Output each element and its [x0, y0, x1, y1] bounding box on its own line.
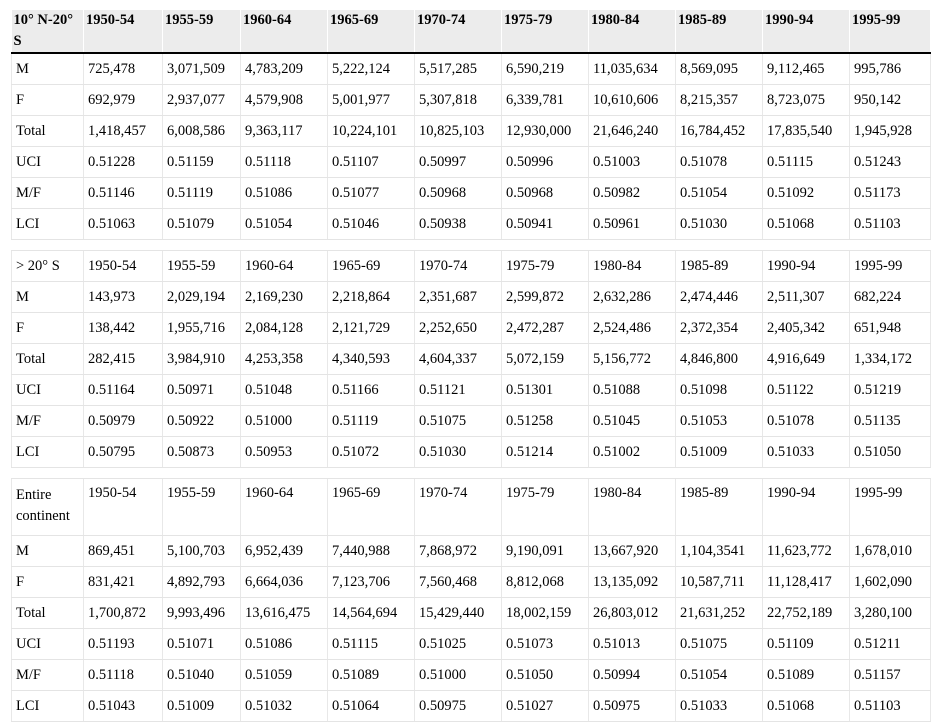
- row-label: M: [12, 282, 84, 313]
- table-cell: 0.51068: [763, 691, 850, 722]
- table-cell: 5,072,159: [502, 344, 589, 375]
- table-cell: 0.51193: [84, 629, 163, 660]
- table-cell: 0.51092: [763, 178, 850, 209]
- table-cell: 10,825,103: [415, 116, 502, 147]
- table-row: [12, 598, 931, 629]
- table-row: [12, 567, 931, 598]
- table-body: [12, 53, 931, 722]
- table-row: [12, 660, 931, 691]
- table-row: [12, 282, 931, 313]
- table-cell: 0.51064: [328, 691, 415, 722]
- table-cell: 0.51118: [241, 147, 328, 178]
- table-cell: 26,803,012: [589, 598, 676, 629]
- table-cell: 4,846,800: [676, 344, 763, 375]
- row-label: M/F: [12, 406, 84, 437]
- table-cell: 2,029,194: [163, 282, 241, 313]
- table-cell: 7,560,468: [415, 567, 502, 598]
- table-cell: 2,351,687: [415, 282, 502, 313]
- table-cell: 0.51115: [763, 147, 850, 178]
- table-cell: 9,993,496: [163, 598, 241, 629]
- table-cell: 0.51086: [241, 178, 328, 209]
- section-spacer: [12, 468, 931, 479]
- table-cell: 13,135,092: [589, 567, 676, 598]
- table-cell: 5,517,285: [415, 53, 502, 85]
- row-label: UCI: [12, 147, 84, 178]
- table-row: [12, 691, 931, 722]
- table-cell: 2,405,342: [763, 313, 850, 344]
- table-cell: 4,916,649: [763, 344, 850, 375]
- table-cell: 0.51164: [84, 375, 163, 406]
- spacer-cell: [12, 468, 931, 479]
- table-cell: 0.51059: [241, 660, 328, 691]
- section-header-row: [12, 479, 931, 536]
- table-cell: 0.51079: [163, 209, 241, 240]
- section-period: 1955-59: [163, 479, 241, 536]
- header-period: 1985-89: [676, 10, 763, 53]
- header-period: 1965-69: [328, 10, 415, 53]
- table-cell: 4,783,209: [241, 53, 328, 85]
- table-row: [12, 437, 931, 468]
- section-period: 1955-59: [163, 251, 241, 282]
- table-cell: 0.51098: [676, 375, 763, 406]
- table-cell: 13,667,920: [589, 536, 676, 567]
- table-cell: 0.51075: [415, 406, 502, 437]
- table-cell: 10,587,711: [676, 567, 763, 598]
- table-cell: 282,415: [84, 344, 163, 375]
- table-cell: 1,700,872: [84, 598, 163, 629]
- table-cell: 18,002,159: [502, 598, 589, 629]
- table-row: [12, 85, 931, 116]
- table-cell: 0.50968: [502, 178, 589, 209]
- table-cell: 0.51003: [589, 147, 676, 178]
- table-cell: 2,472,287: [502, 313, 589, 344]
- table-cell: 17,835,540: [763, 116, 850, 147]
- table-cell: 10,610,606: [589, 85, 676, 116]
- table-cell: 0.51025: [415, 629, 502, 660]
- table-cell: 0.51135: [850, 406, 931, 437]
- section-period: 1980-84: [589, 251, 676, 282]
- table-cell: 21,646,240: [589, 116, 676, 147]
- sex-ratio-table: [11, 10, 931, 722]
- table-cell: 9,363,117: [241, 116, 328, 147]
- section-period: 1970-74: [415, 251, 502, 282]
- table-cell: 2,524,486: [589, 313, 676, 344]
- section-period: 1990-94: [763, 251, 850, 282]
- table-cell: 0.51075: [676, 629, 763, 660]
- row-label: Total: [12, 344, 84, 375]
- table-cell: 0.51050: [502, 660, 589, 691]
- table-cell: 7,123,706: [328, 567, 415, 598]
- table-cell: 0.51086: [241, 629, 328, 660]
- header-period: 1975-79: [502, 10, 589, 53]
- table-container: [11, 10, 930, 722]
- section-period: 1970-74: [415, 479, 502, 536]
- table-cell: 138,442: [84, 313, 163, 344]
- table-cell: 2,474,446: [676, 282, 763, 313]
- table-cell: 0.51054: [676, 660, 763, 691]
- table-cell: 0.50795: [84, 437, 163, 468]
- table-cell: 7,868,972: [415, 536, 502, 567]
- row-label: UCI: [12, 629, 84, 660]
- table-cell: 0.51030: [415, 437, 502, 468]
- header-period: 1990-94: [763, 10, 850, 53]
- table-cell: 2,252,650: [415, 313, 502, 344]
- table-cell: 11,623,772: [763, 536, 850, 567]
- spacer-cell: [12, 240, 931, 251]
- table-cell: 10,224,101: [328, 116, 415, 147]
- table-cell: 4,892,793: [163, 567, 241, 598]
- row-label: M: [12, 536, 84, 567]
- section-period: 1960-64: [241, 479, 328, 536]
- table-cell: 0.51033: [676, 691, 763, 722]
- table-cell: 2,218,864: [328, 282, 415, 313]
- table-cell: 0.51159: [163, 147, 241, 178]
- header-region: 10° N-20° S: [12, 10, 84, 53]
- table-cell: 0.51214: [502, 437, 589, 468]
- table-cell: 0.51032: [241, 691, 328, 722]
- header-period: 1980-84: [589, 10, 676, 53]
- table-cell: 725,478: [84, 53, 163, 85]
- section-label: Entire continent: [12, 479, 84, 536]
- table-cell: 0.50975: [589, 691, 676, 722]
- table-cell: 3,984,910: [163, 344, 241, 375]
- table-cell: 0.51033: [763, 437, 850, 468]
- table-cell: 0.51030: [676, 209, 763, 240]
- table-cell: 0.51166: [328, 375, 415, 406]
- table-cell: 0.50979: [84, 406, 163, 437]
- table-cell: 0.50982: [589, 178, 676, 209]
- table-row: [12, 406, 931, 437]
- header-period: 1970-74: [415, 10, 502, 53]
- table-cell: 0.51078: [763, 406, 850, 437]
- section-period: 1965-69: [328, 479, 415, 536]
- table-cell: 0.51122: [763, 375, 850, 406]
- header-period: 1950-54: [84, 10, 163, 53]
- table-cell: 8,723,075: [763, 85, 850, 116]
- table-cell: 682,224: [850, 282, 931, 313]
- section-period: 1965-69: [328, 251, 415, 282]
- table-cell: 0.51115: [328, 629, 415, 660]
- section-period: 1985-89: [676, 251, 763, 282]
- table-cell: 2,121,729: [328, 313, 415, 344]
- section-period: 1995-99: [850, 479, 931, 536]
- table-row: [12, 116, 931, 147]
- table-cell: 692,979: [84, 85, 163, 116]
- table-row: [12, 313, 931, 344]
- table-cell: 16,784,452: [676, 116, 763, 147]
- table-cell: 1,678,010: [850, 536, 931, 567]
- table-cell: 22,752,189: [763, 598, 850, 629]
- table-cell: 4,579,908: [241, 85, 328, 116]
- table-cell: 0.50938: [415, 209, 502, 240]
- table-cell: 0.51103: [850, 209, 931, 240]
- table-cell: 2,372,354: [676, 313, 763, 344]
- table-cell: 0.51063: [84, 209, 163, 240]
- table-cell: 14,564,694: [328, 598, 415, 629]
- table-cell: 0.51228: [84, 147, 163, 178]
- section-spacer: [12, 240, 931, 251]
- section-period: 1995-99: [850, 251, 931, 282]
- table-row: [12, 536, 931, 567]
- table-cell: 2,937,077: [163, 85, 241, 116]
- section-period: 1950-54: [84, 479, 163, 536]
- row-label: F: [12, 313, 84, 344]
- table-cell: 995,786: [850, 53, 931, 85]
- table-cell: 0.51119: [328, 406, 415, 437]
- table-cell: 651,948: [850, 313, 931, 344]
- table-cell: 0.50941: [502, 209, 589, 240]
- table-cell: 4,604,337: [415, 344, 502, 375]
- table-cell: 0.51301: [502, 375, 589, 406]
- table-cell: 21,631,252: [676, 598, 763, 629]
- table-cell: 3,280,100: [850, 598, 931, 629]
- table-cell: 0.51103: [850, 691, 931, 722]
- table-cell: 0.51013: [589, 629, 676, 660]
- row-label: LCI: [12, 691, 84, 722]
- row-label: M: [12, 53, 84, 85]
- table-cell: 2,599,872: [502, 282, 589, 313]
- table-cell: 0.51157: [850, 660, 931, 691]
- table-cell: 2,511,307: [763, 282, 850, 313]
- table-cell: 15,429,440: [415, 598, 502, 629]
- table-cell: 3,071,509: [163, 53, 241, 85]
- row-label: F: [12, 85, 84, 116]
- table-cell: 0.51009: [676, 437, 763, 468]
- table-cell: 0.51027: [502, 691, 589, 722]
- table-cell: 5,100,703: [163, 536, 241, 567]
- table-cell: 831,421: [84, 567, 163, 598]
- table-cell: 2,169,230: [241, 282, 328, 313]
- table-cell: 7,440,988: [328, 536, 415, 567]
- section-period: 1975-79: [502, 251, 589, 282]
- table-cell: 1,418,457: [84, 116, 163, 147]
- table-cell: 0.51089: [328, 660, 415, 691]
- table-cell: 0.51054: [676, 178, 763, 209]
- table-cell: 1,945,928: [850, 116, 931, 147]
- table-cell: 4,253,358: [241, 344, 328, 375]
- header-period: 1960-64: [241, 10, 328, 53]
- table-cell: 8,812,068: [502, 567, 589, 598]
- table-cell: 1,104,3541: [676, 536, 763, 567]
- table-row: [12, 53, 931, 85]
- table-cell: 0.51088: [589, 375, 676, 406]
- table-cell: 2,084,128: [241, 313, 328, 344]
- table-cell: 0.51043: [84, 691, 163, 722]
- table-cell: 8,215,357: [676, 85, 763, 116]
- section-period: 1980-84: [589, 479, 676, 536]
- section-period: 1975-79: [502, 479, 589, 536]
- table-cell: 0.51119: [163, 178, 241, 209]
- table-cell: 0.50975: [415, 691, 502, 722]
- table-cell: 6,590,219: [502, 53, 589, 85]
- table-cell: 0.51002: [589, 437, 676, 468]
- table-cell: 0.50922: [163, 406, 241, 437]
- table-cell: 6,008,586: [163, 116, 241, 147]
- table-row: [12, 344, 931, 375]
- table-cell: 5,001,977: [328, 85, 415, 116]
- table-cell: 2,632,286: [589, 282, 676, 313]
- row-label: Total: [12, 598, 84, 629]
- row-label: LCI: [12, 437, 84, 468]
- table-row: [12, 147, 931, 178]
- table-cell: 0.51258: [502, 406, 589, 437]
- table-cell: 0.50873: [163, 437, 241, 468]
- row-label: Total: [12, 116, 84, 147]
- section-label: > 20° S: [12, 251, 84, 282]
- table-cell: 1,602,090: [850, 567, 931, 598]
- table-cell: 0.51211: [850, 629, 931, 660]
- table-cell: 0.51000: [415, 660, 502, 691]
- table-cell: 0.51243: [850, 147, 931, 178]
- table-cell: 0.51109: [763, 629, 850, 660]
- table-cell: 0.50961: [589, 209, 676, 240]
- table-cell: 0.51107: [328, 147, 415, 178]
- table-cell: 0.50968: [415, 178, 502, 209]
- table-cell: 0.51089: [763, 660, 850, 691]
- table-cell: 0.50971: [163, 375, 241, 406]
- table-cell: 6,664,036: [241, 567, 328, 598]
- table-cell: 0.50994: [589, 660, 676, 691]
- row-label: M/F: [12, 178, 84, 209]
- header-period: 1995-99: [850, 10, 931, 53]
- table-cell: 4,340,593: [328, 344, 415, 375]
- table-cell: 0.50997: [415, 147, 502, 178]
- table-cell: 1,955,716: [163, 313, 241, 344]
- table-header: [12, 10, 931, 53]
- table-cell: 6,339,781: [502, 85, 589, 116]
- section-period: 1950-54: [84, 251, 163, 282]
- table-cell: 0.51053: [676, 406, 763, 437]
- table-cell: 0.51219: [850, 375, 931, 406]
- table-row: [12, 178, 931, 209]
- table-cell: 0.51040: [163, 660, 241, 691]
- table-cell: 6,952,439: [241, 536, 328, 567]
- table-cell: 9,112,465: [763, 53, 850, 85]
- section-period: 1960-64: [241, 251, 328, 282]
- table-cell: 0.51121: [415, 375, 502, 406]
- table-row: [12, 209, 931, 240]
- table-cell: 0.51071: [163, 629, 241, 660]
- table-cell: 5,222,124: [328, 53, 415, 85]
- table-cell: 0.51173: [850, 178, 931, 209]
- table-cell: 5,156,772: [589, 344, 676, 375]
- table-cell: 9,190,091: [502, 536, 589, 567]
- table-cell: 0.51146: [84, 178, 163, 209]
- section-period: 1985-89: [676, 479, 763, 536]
- row-label: UCI: [12, 375, 84, 406]
- table-cell: 0.51046: [328, 209, 415, 240]
- table-row: [12, 375, 931, 406]
- section-header-row: [12, 251, 931, 282]
- table-cell: 0.50996: [502, 147, 589, 178]
- row-label: LCI: [12, 209, 84, 240]
- table-cell: 869,451: [84, 536, 163, 567]
- table-cell: 11,128,417: [763, 567, 850, 598]
- table-cell: 0.51054: [241, 209, 328, 240]
- table-cell: 1,334,172: [850, 344, 931, 375]
- table-cell: 0.51072: [328, 437, 415, 468]
- section-period: 1990-94: [763, 479, 850, 536]
- table-cell: 0.51048: [241, 375, 328, 406]
- table-row: [12, 629, 931, 660]
- table-cell: 0.51078: [676, 147, 763, 178]
- table-cell: 12,930,000: [502, 116, 589, 147]
- table-cell: 950,142: [850, 85, 931, 116]
- table-cell: 0.51077: [328, 178, 415, 209]
- table-cell: 0.50953: [241, 437, 328, 468]
- table-cell: 0.51009: [163, 691, 241, 722]
- table-cell: 0.51045: [589, 406, 676, 437]
- row-label: F: [12, 567, 84, 598]
- header-row: [12, 10, 931, 53]
- header-period: 1955-59: [163, 10, 241, 53]
- table-cell: 5,307,818: [415, 85, 502, 116]
- table-cell: 13,616,475: [241, 598, 328, 629]
- row-label: M/F: [12, 660, 84, 691]
- table-cell: 0.51068: [763, 209, 850, 240]
- table-cell: 0.51118: [84, 660, 163, 691]
- table-cell: 0.51073: [502, 629, 589, 660]
- table-cell: 8,569,095: [676, 53, 763, 85]
- table-cell: 0.51050: [850, 437, 931, 468]
- table-cell: 11,035,634: [589, 53, 676, 85]
- table-cell: 143,973: [84, 282, 163, 313]
- table-cell: 0.51000: [241, 406, 328, 437]
